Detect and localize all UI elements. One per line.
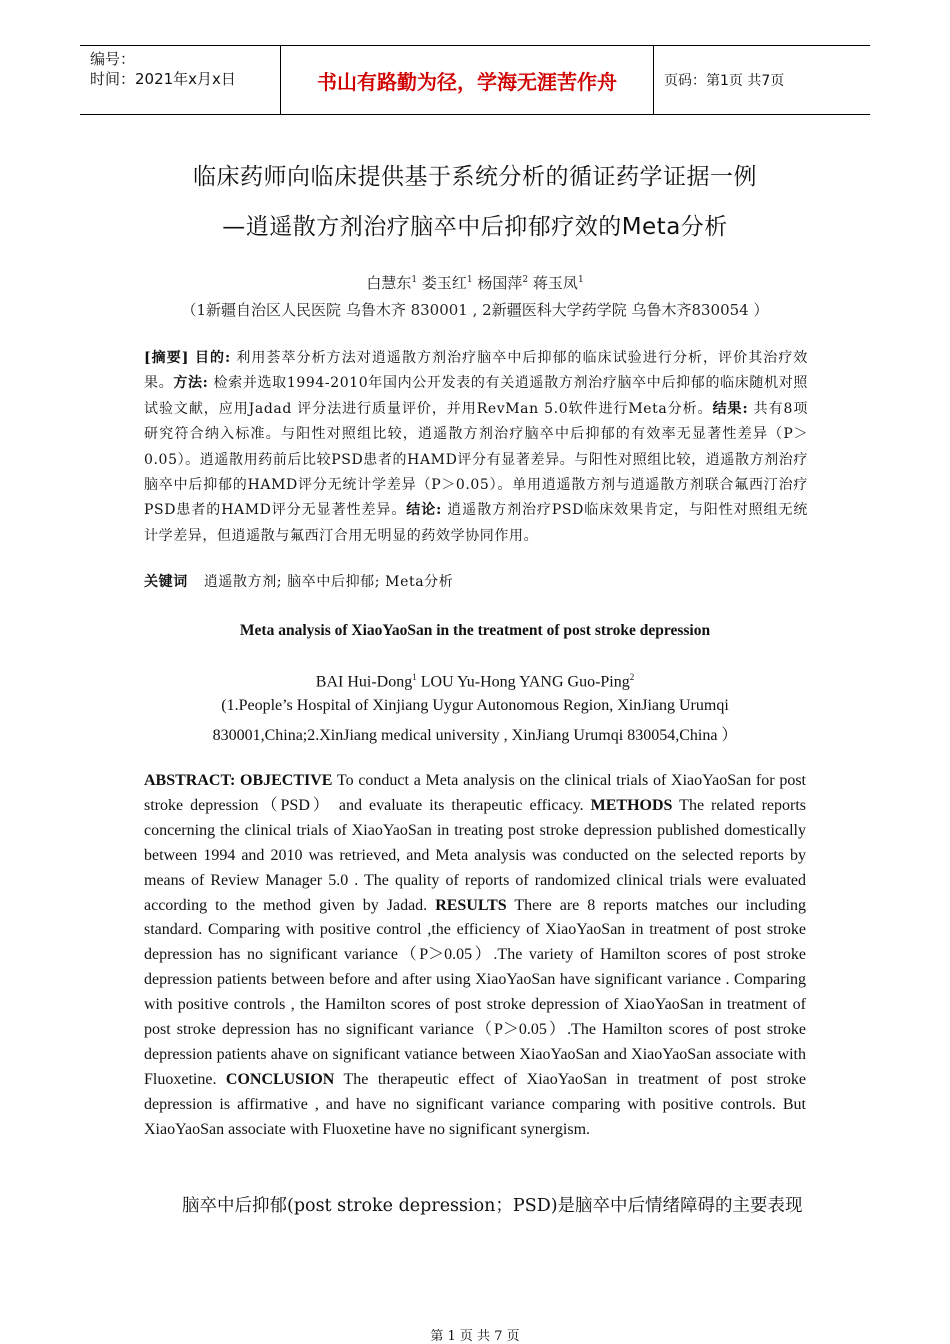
keywords-cn [144, 571, 453, 591]
author-name: 娄玉红 [421, 274, 467, 292]
abstract-en-conclusion-label: CONCLUSION [225, 1070, 335, 1088]
abstract-en [144, 769, 806, 1143]
paper-title-line2: —逍遥散方剂治疗脑卒中后抑郁疗效的Meta分析 [222, 214, 728, 240]
abstract-en-conclusion: The therapeutic effect of XiaoYaoSan in treatment of post stroke depression is affirmative , and have no significant variance comparing with positive controls. But XiaoYaoSan associate with Fluoxetine have no significant synergism. [144, 1070, 807, 1138]
english-author: BAI Hui-Dong [315, 673, 413, 691]
abstract-cn-results: 共有8项研究符合纳入标准。与阳性对照组比较，逍遥散方剂治疗脑卒中后抑郁的有效率无显著性差异（P＞0.05）。逍遥散用药前后比较PSD患者的HAMD评分有显著差异。与阳性对照组比较，逍遥散方剂治疗脑卒中后抑郁的HAMD评分无统计学差异（P＞0.05）。单用逍遥散方剂与逍遥散方剂联合氟西汀治疗 PSD患者的HAMD评分无显著性差异。 [144, 400, 808, 519]
abstract-en-methods: The related reports concerning the clinical trials of XiaoYaoSan in treating post stroke depression published domestically between 1994 and 2010 was retrieved, and Meta analysis was conducted on the selected reports by means of Review Manager 5.0 . The quality of reports of randomized clinical trials were evaluated according to the method given by Jadad. [144, 796, 806, 914]
abstract-cn-methods-label: 方法: [173, 375, 209, 392]
abstract-en-results: There are 8 reports matches our including standard. Comparing with positive control ,the efficiency of XiaoYaoSan in treatment of post stroke depression has no significant variance（P＞0.05）.The variety of Hamilton scores of post stroke depression patients between before and after using XiaoYaoSan have significant variance . Comparing with positive controls , the Hamilton scores of post stroke depression of XiaoYaoSan in treatment of post stroke depression has no significant variance（P＞0.05）.The Hamilton scores of post stroke depression patients ahave on significant vatiance between XiaoYaoSan and XiaoYaoSan associate with Fluoxetine. [144, 896, 806, 1088]
abstract-cn-objective: 利用荟萃分析方法对逍遥散方剂治疗脑卒中后抑郁的临床试验进行分析，评价其治疗效果。 [144, 350, 808, 392]
author-sup: 1 [411, 275, 418, 285]
header-page-info: 页码：第1页 共7页 [664, 73, 785, 89]
abstract-en-label: ABSTRACT: OBJECTIVE [144, 772, 333, 789]
english-author-sup: 1 [412, 672, 417, 682]
english-title: Meta analysis of XiaoYaoSan in the treatment of post stroke depression [239, 622, 711, 639]
page-footer: 第 1 页 共 7 页 [430, 1329, 520, 1344]
paper-title-line1: 临床药师向临床提供基于系统分析的循证药学证据一例 [193, 164, 757, 190]
author-sup: 2 [522, 275, 529, 285]
keywords-text: 逍遥散方剂; 脑卒中后抑郁; Meta分析 [203, 574, 454, 590]
body-paragraph-start: 脑卒中后抑郁(post stroke depression；PSD)是脑卒中后情绪障碍的主要表现 [182, 1196, 803, 1216]
affiliation-cn: （1新疆自治区人民医院 乌鲁木齐 830001 , 2新疆医科大学药学院 乌鲁木齐830054 ） [181, 301, 769, 319]
author-name: 蒋玉凤 [532, 274, 578, 292]
abstract-cn-results-label: 结果: [712, 400, 749, 417]
page-header [80, 45, 870, 115]
abstract-cn-label: [摘要] 目的: [144, 350, 231, 366]
document-time-label: 时间：2021年x月x日 [90, 70, 236, 88]
header-meta [80, 46, 280, 114]
abstract-cn-conclusion-label: 结论: [406, 502, 442, 519]
author-name: 白慧东 [366, 274, 412, 292]
document-number-label: 编号： [90, 50, 136, 68]
abstract-cn [144, 346, 808, 549]
author-name: 杨国萍 [477, 274, 523, 292]
abstract-en-objective: To conduct a Meta analysis on the clinical trials of XiaoYaoSan for post stroke depression（PSD） and evaluate its therapeutic efficacy. [144, 772, 806, 814]
english-author-sup: 2 [629, 672, 635, 682]
abstract-en-results-label: RESULTS [435, 896, 507, 914]
keywords-label: 关键词 [144, 574, 188, 590]
abstract-cn-methods: 检索并选取1994-2010年国内公开发表的有关逍遥散方剂治疗脑卒中后抑郁的临床随机对照试验文献，应用Jadad 评分法进行质量评价，并用RevMan 5.0软件进行Meta分析。 [144, 375, 809, 417]
english-affiliation-line1: (1.People’s Hospital of Xinjiang Uygur Autonomous Region, XinJiang Urumqi [221, 697, 729, 714]
authors-cn [0, 272, 950, 293]
abstract-en-methods-label: METHODS [590, 796, 673, 814]
english-authors [0, 672, 950, 691]
author-sup: 1 [577, 275, 584, 285]
abstract-cn-conclusion: 逍遥散方剂治疗PSD临床效果肯定，与阳性对照组无统计学差异，但逍遥散与氟西汀合用无明显的药效学协同作用。 [144, 502, 809, 544]
header-motto: 书山有路勤为径，学海无涯苦作舟 [280, 46, 654, 114]
english-affiliation-line2: 830001,China;2.XinJiang medical university , XinJiang Urumqi 830054,China ） [212, 727, 738, 744]
english-author: LOU Yu-Hong YANG Guo-Ping [416, 673, 630, 691]
author-sup: 1 [466, 275, 473, 285]
